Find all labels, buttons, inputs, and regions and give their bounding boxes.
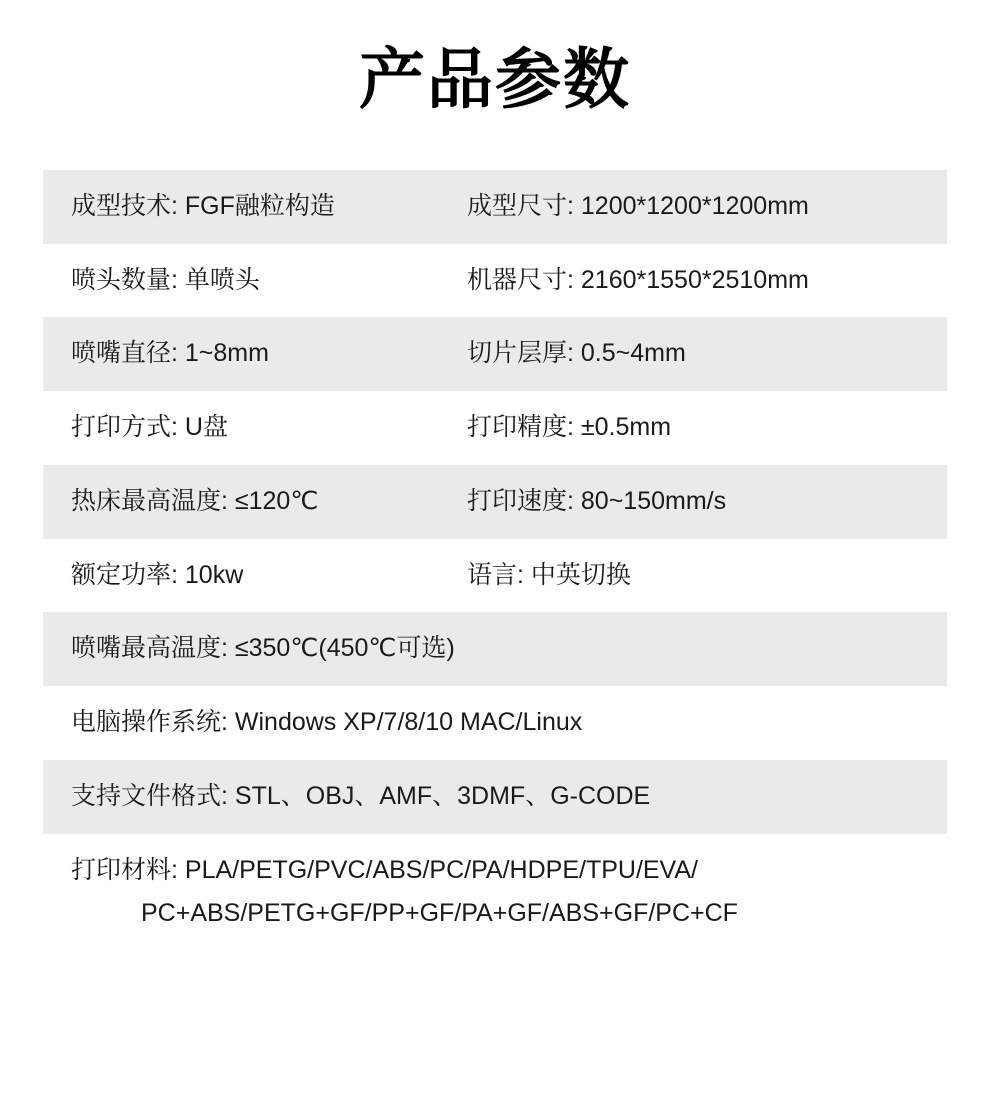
table-row bbox=[43, 612, 947, 686]
spec-cell-bed-max-temperature: 热床最高温度: ≤120℃ bbox=[71, 486, 319, 515]
spec-cell-language: 语言: 中英切换 bbox=[467, 560, 631, 589]
table-row bbox=[43, 760, 947, 834]
spec-cell-rated-power: 额定功率: 10kw bbox=[71, 560, 244, 589]
table-row bbox=[43, 686, 947, 760]
spec-cell-print-method: 打印方式: U盘 bbox=[71, 413, 228, 442]
table-row bbox=[43, 539, 947, 613]
spec-cell-nozzle-diameter: 喷嘴直径: 1~8mm bbox=[71, 339, 269, 368]
spec-cell-print-materials bbox=[43, 834, 947, 954]
spec-cell-print-accuracy: 打印精度: ±0.5mm bbox=[467, 413, 672, 442]
spec-cell-operating-system: 电脑操作系统: Windows XP/7/8/10 MAC/Linux bbox=[71, 708, 583, 737]
table-row bbox=[43, 391, 947, 465]
spec-cell-machine-size: 机器尺寸: 2160*1550*2510mm bbox=[467, 265, 809, 294]
spec-materials-line-2: PC+ABS/PETG+GF/PP+GF/PA+GF/ABS+GF/PC+CF bbox=[141, 899, 738, 928]
table-row bbox=[43, 244, 947, 318]
spec-cell-layer-thickness: 切片层厚: 0.5~4mm bbox=[467, 339, 686, 368]
table-row bbox=[43, 317, 947, 391]
spec-cell-forming-technology: 成型技术: FGF融粒构造 bbox=[71, 191, 335, 220]
page-title: 产品参数 bbox=[359, 41, 631, 118]
spec-cell-nozzle-count: 喷头数量: 单喷头 bbox=[71, 265, 260, 294]
spec-cell-nozzle-max-temperature: 喷嘴最高温度: ≤350℃(450℃可选) bbox=[71, 634, 455, 663]
spec-cell-file-formats: 支持文件格式: STL、OBJ、AMF、3DMF、G-CODE bbox=[71, 781, 651, 810]
table-row bbox=[43, 465, 947, 539]
table-row bbox=[43, 834, 947, 954]
spec-cell-forming-size: 成型尺寸: 1200*1200*1200mm bbox=[467, 191, 809, 220]
spec-cell-print-speed: 打印速度: 80~150mm/s bbox=[467, 486, 727, 515]
table-row bbox=[43, 170, 947, 244]
spec-table bbox=[43, 170, 947, 953]
spec-materials-line-1: 打印材料: PLA/PETG/PVC/ABS/PC/PA/HDPE/TPU/EVA/ bbox=[71, 855, 699, 884]
